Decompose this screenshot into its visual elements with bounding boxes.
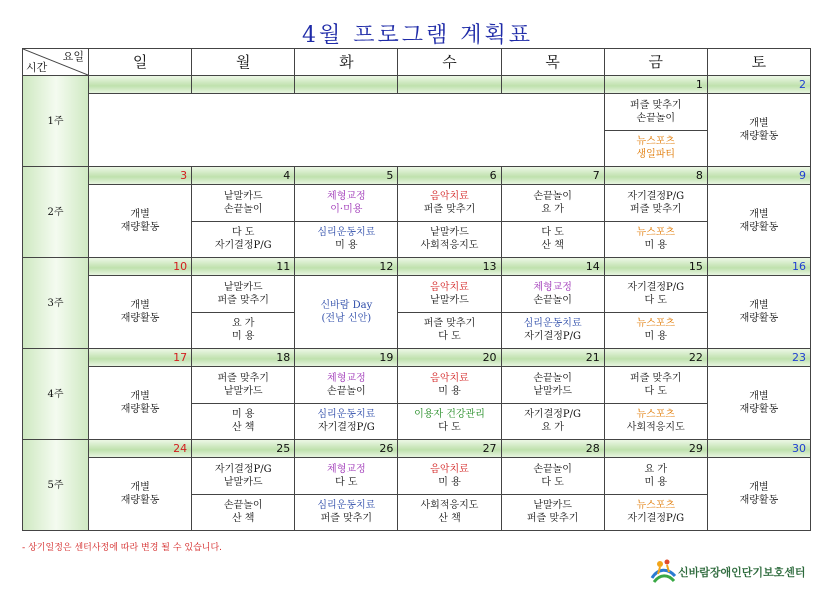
program-cell: 손끝놀이 낱말카드 <box>501 367 604 404</box>
program-cell: 이용자 건강관리 다 도 <box>398 403 501 440</box>
program-cell: 뉴스포츠 미 용 <box>604 312 707 349</box>
date-cell: 25 <box>192 440 295 458</box>
program-cell: 낱말카드 사회적응지도 <box>398 221 501 258</box>
date-cell: 3 <box>89 167 192 185</box>
date-cell: 30 <box>707 440 810 458</box>
day-header-mon: 월 <box>192 49 295 76</box>
date-cell: 20 <box>398 349 501 367</box>
individual-activity-cell: 개별 재량활동 <box>89 276 192 349</box>
program-cell: 손끝놀이 다 도 <box>501 458 604 495</box>
date-cell: 14 <box>501 258 604 276</box>
program-cell: 음악치료 미 용 <box>398 458 501 495</box>
individual-activity-cell: 개별 재량활동 <box>89 367 192 440</box>
date-cell: 6 <box>398 167 501 185</box>
individual-activity-cell: 개별 재량활동 <box>707 94 810 167</box>
date-cell: 2 <box>707 76 810 94</box>
page-title: 4월 프로그램 계획표 <box>0 18 835 49</box>
date-cell: 11 <box>192 258 295 276</box>
program-cell: 낱말카드 퍼즐 맞추기 <box>192 276 295 313</box>
center-logo <box>648 556 818 586</box>
week2-date-row <box>23 167 811 185</box>
week-label-4: 4주 <box>23 349 89 440</box>
date-cell: 18 <box>192 349 295 367</box>
day-axis-label: 요일 <box>62 50 84 63</box>
program-cell: 자기결정P/G 퍼즐 맞추기 <box>604 185 707 222</box>
program-cell: 체형교정 이·미용 <box>295 185 398 222</box>
corner-header <box>23 49 89 76</box>
day-header-tue: 화 <box>295 49 398 76</box>
program-cell: 퍼즐 맞추기 손끝놀이 <box>604 94 707 131</box>
day-header-sat: 토 <box>707 49 810 76</box>
logo-text: 신바람장애인단기보호센터 <box>678 566 806 579</box>
week-label-5: 5주 <box>23 440 89 531</box>
date-cell: 21 <box>501 349 604 367</box>
date-cell: 1 <box>604 76 707 94</box>
date-cell: 7 <box>501 167 604 185</box>
program-cell: 뉴스포츠 사회적응지도 <box>604 403 707 440</box>
date-cell: 27 <box>398 440 501 458</box>
program-cell: 자기결정P/G 요 가 <box>501 403 604 440</box>
date-cell: 23 <box>707 349 810 367</box>
program-cell: 심리운동치료 자기결정P/G <box>295 403 398 440</box>
date-cell: 10 <box>89 258 192 276</box>
empty-cell <box>89 94 605 167</box>
program-cell: 퍼즐 맞추기 다 도 <box>604 367 707 404</box>
week5-date-row <box>23 440 811 458</box>
week4-date-row <box>23 349 811 367</box>
date-cell: 26 <box>295 440 398 458</box>
program-cell: 체형교정 손끝놀이 <box>295 367 398 404</box>
program-cell: 손끝놀이 요 가 <box>501 185 604 222</box>
date-cell: 24 <box>89 440 192 458</box>
day-header-thu: 목 <box>501 49 604 76</box>
week1-date-row <box>23 76 811 94</box>
date-cell: 28 <box>501 440 604 458</box>
program-cell: 뉴스포츠 미 용 <box>604 221 707 258</box>
program-cell: 퍼즐 맞추기 낱말카드 <box>192 367 295 404</box>
program-cell: 낱말카드 퍼즐 맞추기 <box>501 494 604 531</box>
program-cell: 음악치료 퍼즐 맞추기 <box>398 185 501 222</box>
date-cell: 13 <box>398 258 501 276</box>
program-cell: 음악치료 낱말카드 <box>398 276 501 313</box>
time-axis-label: 시간 <box>26 61 48 74</box>
day-header-fri: 금 <box>604 49 707 76</box>
logo-mark-icon <box>648 556 678 586</box>
program-cell: 사회적응지도 산 책 <box>398 494 501 531</box>
week3-date-row <box>23 258 811 276</box>
program-cell: 심리운동치료 자기결정P/G <box>501 312 604 349</box>
individual-activity-cell: 개별 재량활동 <box>707 185 810 258</box>
program-cell: 손끝놀이 산 책 <box>192 494 295 531</box>
date-cell: 4 <box>192 167 295 185</box>
individual-activity-cell: 개별 재량활동 <box>707 367 810 440</box>
program-cell: 심리운동치료 미 용 <box>295 221 398 258</box>
date-cell: 9 <box>707 167 810 185</box>
program-cell: 퍼즐 맞추기 다 도 <box>398 312 501 349</box>
date-cell: 15 <box>604 258 707 276</box>
day-header-wed: 수 <box>398 49 501 76</box>
program-cell: 요 가 미 용 <box>604 458 707 495</box>
date-cell: 17 <box>89 349 192 367</box>
individual-activity-cell: 개별 재량활동 <box>89 185 192 258</box>
footnote: - 상기일정은 센터사정에 따라 변경 될 수 있습니다. <box>22 543 223 553</box>
date-cell: 12 <box>295 258 398 276</box>
schedule-table <box>22 48 811 531</box>
date-cell: 22 <box>604 349 707 367</box>
individual-activity-cell: 개별 재량활동 <box>707 276 810 349</box>
program-cell: 체형교정 손끝놀이 <box>501 276 604 313</box>
program-cell: 낱말카드 손끝놀이 <box>192 185 295 222</box>
header-row <box>23 49 811 76</box>
program-cell: 다 도 산 책 <box>501 221 604 258</box>
date-cell: 16 <box>707 258 810 276</box>
program-cell: 뉴스포츠 생일파티 <box>604 130 707 167</box>
day-header-sun: 일 <box>89 49 192 76</box>
program-cell: 음악치료 미 용 <box>398 367 501 404</box>
special-event-cell: 신바람 Day (전남 신안) <box>295 276 398 349</box>
program-cell: 자기결정P/G 다 도 <box>604 276 707 313</box>
date-cell: 8 <box>604 167 707 185</box>
week-label-2: 2주 <box>23 167 89 258</box>
week-label-3: 3주 <box>23 258 89 349</box>
date-cell: 19 <box>295 349 398 367</box>
program-cell: 심리운동치료 퍼즐 맞추기 <box>295 494 398 531</box>
week-label-1: 1주 <box>23 76 89 167</box>
date-cell: 29 <box>604 440 707 458</box>
program-cell: 미 용 산 책 <box>192 403 295 440</box>
program-cell: 요 가 미 용 <box>192 312 295 349</box>
program-cell: 자기결정P/G 낱말카드 <box>192 458 295 495</box>
program-cell: 뉴스포츠 자기결정P/G <box>604 494 707 531</box>
date-cell: 5 <box>295 167 398 185</box>
program-cell: 다 도 자기결정P/G <box>192 221 295 258</box>
individual-activity-cell: 개별 재량활동 <box>707 458 810 531</box>
individual-activity-cell: 개별 재량활동 <box>89 458 192 531</box>
program-cell: 체형교정 다 도 <box>295 458 398 495</box>
